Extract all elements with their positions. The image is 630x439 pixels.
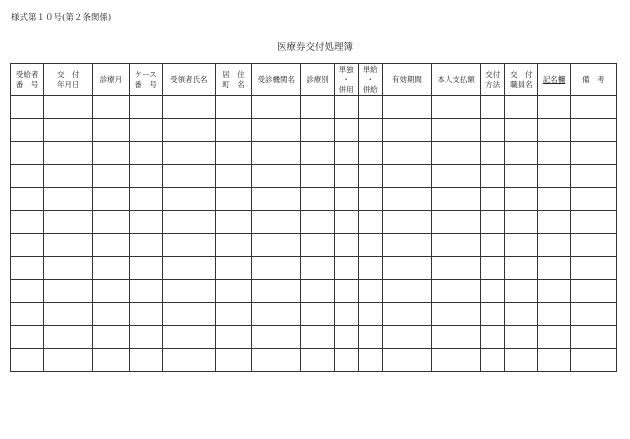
table-cell[interactable] [11, 142, 44, 165]
table-cell[interactable] [162, 142, 215, 165]
table-cell[interactable] [162, 188, 215, 211]
table-cell[interactable] [382, 257, 431, 280]
table-cell[interactable] [129, 280, 162, 303]
table-cell[interactable] [162, 96, 215, 119]
table-cell[interactable] [505, 257, 538, 280]
table-cell[interactable] [93, 119, 129, 142]
table-cell[interactable] [358, 119, 382, 142]
table-cell[interactable] [215, 303, 251, 326]
table-cell[interactable] [358, 257, 382, 280]
table-cell[interactable] [505, 303, 538, 326]
table-cell[interactable] [358, 234, 382, 257]
table-cell[interactable] [301, 326, 334, 349]
table-cell[interactable] [538, 96, 570, 119]
table-cell[interactable] [505, 142, 538, 165]
table-cell[interactable] [538, 142, 570, 165]
table-cell[interactable] [162, 211, 215, 234]
column-header-label: ケース 番 号 [134, 69, 157, 89]
table-row [11, 257, 617, 280]
table-cell[interactable] [382, 326, 431, 349]
table-cell[interactable] [129, 119, 162, 142]
table-cell[interactable] [334, 142, 358, 165]
table-cell[interactable] [431, 165, 480, 188]
table-cell[interactable] [431, 326, 480, 349]
table-cell[interactable] [215, 211, 251, 234]
table-cell[interactable] [252, 349, 301, 372]
table-cell[interactable] [301, 119, 334, 142]
table-cell[interactable] [481, 257, 505, 280]
table-cell[interactable] [93, 165, 129, 188]
table-cell[interactable] [570, 349, 616, 372]
register-header [11, 64, 617, 96]
table-cell[interactable] [93, 349, 129, 372]
table-cell[interactable] [382, 280, 431, 303]
table-cell[interactable] [129, 142, 162, 165]
column-header [382, 64, 431, 96]
column-header [431, 64, 480, 96]
table-cell[interactable] [301, 188, 334, 211]
column-header [162, 64, 215, 96]
column-header [129, 64, 162, 96]
table-cell[interactable] [358, 142, 382, 165]
column-header-label: 交 付 年月日 [57, 69, 80, 89]
table-cell[interactable] [538, 119, 570, 142]
table-cell[interactable] [431, 234, 480, 257]
table-cell[interactable] [481, 303, 505, 326]
table-cell[interactable] [129, 96, 162, 119]
table-cell[interactable] [505, 119, 538, 142]
table-row [11, 165, 617, 188]
table-cell[interactable] [215, 188, 251, 211]
column-header-label: 単給 ・ 併給 [362, 64, 378, 94]
column-header-label: 診療月 [99, 74, 123, 84]
table-cell[interactable] [301, 96, 334, 119]
table-cell[interactable] [538, 165, 570, 188]
table-cell[interactable] [570, 280, 616, 303]
column-header [215, 64, 251, 96]
table-cell[interactable] [382, 142, 431, 165]
table-cell[interactable] [93, 96, 129, 119]
table-cell[interactable] [358, 188, 382, 211]
table-cell[interactable] [215, 142, 251, 165]
table-cell[interactable] [44, 142, 93, 165]
column-header-label: 居 住 町 名 [222, 69, 245, 89]
table-cell[interactable] [252, 165, 301, 188]
table-cell[interactable] [162, 119, 215, 142]
column-header-label: 有効期間 [391, 74, 422, 84]
table-cell[interactable] [129, 326, 162, 349]
table-cell[interactable] [129, 303, 162, 326]
column-header-label: 単独 ・ 併用 [338, 64, 354, 94]
table-cell[interactable] [252, 96, 301, 119]
table-cell[interactable] [11, 165, 44, 188]
table-cell[interactable] [215, 326, 251, 349]
table-cell[interactable] [431, 188, 480, 211]
column-header-label: 備 考 [582, 74, 605, 84]
table-cell[interactable] [382, 303, 431, 326]
table-cell[interactable] [215, 234, 251, 257]
column-header [481, 64, 505, 96]
table-cell[interactable] [334, 188, 358, 211]
table-row [11, 349, 617, 372]
table-cell[interactable] [481, 165, 505, 188]
table-cell[interactable] [301, 211, 334, 234]
table-cell[interactable] [431, 303, 480, 326]
form-number: 様式第１０号(第２条関係) [11, 13, 112, 23]
table-cell[interactable] [358, 326, 382, 349]
table-cell[interactable] [252, 303, 301, 326]
table-cell[interactable] [11, 119, 44, 142]
column-header [93, 64, 129, 96]
table-cell[interactable] [162, 234, 215, 257]
table-cell[interactable] [334, 303, 358, 326]
table-cell[interactable] [570, 165, 616, 188]
table-cell[interactable] [334, 257, 358, 280]
table-cell[interactable] [129, 234, 162, 257]
column-header [11, 64, 44, 96]
table-cell[interactable] [252, 326, 301, 349]
table-cell[interactable] [505, 234, 538, 257]
table-cell[interactable] [538, 234, 570, 257]
table-cell[interactable] [334, 119, 358, 142]
table-cell[interactable] [570, 119, 616, 142]
table-cell[interactable] [505, 188, 538, 211]
table-cell[interactable] [11, 349, 44, 372]
column-header-label: 受領者氏名 [170, 74, 208, 84]
table-cell[interactable] [570, 96, 616, 119]
column-header [358, 64, 382, 96]
table-cell[interactable] [252, 188, 301, 211]
table-cell[interactable] [301, 234, 334, 257]
table-cell[interactable] [481, 188, 505, 211]
table-cell[interactable] [505, 211, 538, 234]
table-cell[interactable] [129, 257, 162, 280]
table-cell[interactable] [505, 326, 538, 349]
table-cell[interactable] [358, 96, 382, 119]
table-cell[interactable] [252, 280, 301, 303]
table-cell[interactable] [129, 349, 162, 372]
table-cell[interactable] [93, 188, 129, 211]
table-cell[interactable] [334, 326, 358, 349]
table-cell[interactable] [431, 211, 480, 234]
table-cell[interactable] [382, 234, 431, 257]
table-cell[interactable] [93, 280, 129, 303]
table-cell[interactable] [252, 211, 301, 234]
table-cell[interactable] [162, 303, 215, 326]
table-cell[interactable] [44, 326, 93, 349]
document-title: 医療券交付処理簿 [276, 42, 353, 53]
table-cell[interactable] [382, 165, 431, 188]
table-cell[interactable] [334, 96, 358, 119]
column-header-label: 交 付 職員名 [510, 69, 533, 89]
table-cell[interactable] [431, 96, 480, 119]
table-cell[interactable] [129, 211, 162, 234]
table-cell[interactable] [538, 349, 570, 372]
table-cell[interactable] [382, 349, 431, 372]
column-header [301, 64, 334, 96]
table-cell[interactable] [301, 349, 334, 372]
table-cell[interactable] [382, 188, 431, 211]
table-cell[interactable] [215, 257, 251, 280]
table-cell[interactable] [358, 349, 382, 372]
table-cell[interactable] [162, 280, 215, 303]
table-cell[interactable] [162, 257, 215, 280]
table-cell[interactable] [481, 349, 505, 372]
table-cell[interactable] [481, 326, 505, 349]
table-cell[interactable] [358, 211, 382, 234]
column-header-label: 受給者 番 号 [15, 69, 39, 89]
table-cell[interactable] [481, 280, 505, 303]
table-cell[interactable] [93, 303, 129, 326]
table-cell[interactable] [162, 165, 215, 188]
table-cell[interactable] [11, 257, 44, 280]
column-header [538, 64, 570, 96]
table-cell[interactable] [162, 326, 215, 349]
table-cell[interactable] [382, 119, 431, 142]
table-row [11, 119, 617, 142]
column-header [44, 64, 93, 96]
table-row [11, 96, 617, 119]
table-cell[interactable] [570, 303, 616, 326]
table-cell[interactable] [505, 96, 538, 119]
table-cell[interactable] [301, 303, 334, 326]
table-cell[interactable] [481, 234, 505, 257]
table-cell[interactable] [334, 165, 358, 188]
column-header [570, 64, 616, 96]
table-cell[interactable] [505, 349, 538, 372]
register-body [11, 96, 617, 372]
table-cell[interactable] [44, 234, 93, 257]
table-cell[interactable] [93, 211, 129, 234]
table-cell[interactable] [11, 211, 44, 234]
table-cell[interactable] [334, 211, 358, 234]
table-cell[interactable] [538, 211, 570, 234]
table-cell[interactable] [252, 142, 301, 165]
table-cell[interactable] [44, 119, 93, 142]
table-cell[interactable] [570, 142, 616, 165]
table-cell[interactable] [129, 165, 162, 188]
table-cell[interactable] [481, 119, 505, 142]
table-row [11, 303, 617, 326]
table-cell[interactable] [44, 211, 93, 234]
column-header [334, 64, 358, 96]
table-cell[interactable] [431, 119, 480, 142]
table-cell[interactable] [431, 257, 480, 280]
table-cell[interactable] [570, 257, 616, 280]
table-cell[interactable] [11, 280, 44, 303]
table-cell[interactable] [334, 349, 358, 372]
table-row [11, 188, 617, 211]
table-cell[interactable] [538, 257, 570, 280]
column-header-label: 受診機関名 [257, 74, 295, 84]
table-cell[interactable] [505, 280, 538, 303]
table-cell[interactable] [215, 280, 251, 303]
table-cell[interactable] [538, 303, 570, 326]
table-cell[interactable] [481, 96, 505, 119]
table-cell[interactable] [358, 303, 382, 326]
table-cell[interactable] [252, 119, 301, 142]
column-header-label: 交付 方法 [485, 69, 501, 89]
column-header [505, 64, 538, 96]
table-cell[interactable] [431, 349, 480, 372]
table-cell[interactable] [11, 303, 44, 326]
table-cell[interactable] [570, 211, 616, 234]
table-cell[interactable] [505, 165, 538, 188]
table-cell[interactable] [570, 188, 616, 211]
table-cell[interactable] [93, 257, 129, 280]
table-cell[interactable] [44, 257, 93, 280]
table-cell[interactable] [44, 349, 93, 372]
table-cell[interactable] [570, 326, 616, 349]
table-cell[interactable] [11, 188, 44, 211]
table-cell[interactable] [93, 142, 129, 165]
table-cell[interactable] [215, 349, 251, 372]
table-cell[interactable] [431, 280, 480, 303]
table-cell[interactable] [382, 96, 431, 119]
table-cell[interactable] [334, 280, 358, 303]
table-cell[interactable] [301, 280, 334, 303]
table-cell[interactable] [11, 96, 44, 119]
table-cell[interactable] [334, 234, 358, 257]
table-cell[interactable] [382, 211, 431, 234]
table-cell[interactable] [481, 142, 505, 165]
table-cell[interactable] [93, 234, 129, 257]
table-cell[interactable] [570, 234, 616, 257]
table-cell[interactable] [481, 211, 505, 234]
column-header-label: 本人支払額 [437, 74, 475, 84]
table-cell[interactable] [538, 326, 570, 349]
table-cell[interactable] [358, 165, 382, 188]
table-cell[interactable] [252, 234, 301, 257]
table-row [11, 326, 617, 349]
table-cell[interactable] [431, 142, 480, 165]
table-row [11, 211, 617, 234]
table-row [11, 234, 617, 257]
table-cell[interactable] [162, 349, 215, 372]
column-header-label: 診療別 [306, 74, 329, 84]
table-cell[interactable] [538, 188, 570, 211]
table-cell[interactable] [215, 119, 251, 142]
table-cell[interactable] [301, 142, 334, 165]
table-cell[interactable] [44, 165, 93, 188]
table-cell[interactable] [44, 303, 93, 326]
table-cell[interactable] [215, 96, 251, 119]
table-cell[interactable] [44, 188, 93, 211]
table-cell[interactable] [11, 234, 44, 257]
column-header [252, 64, 301, 96]
table-cell[interactable] [301, 165, 334, 188]
table-cell[interactable] [301, 257, 334, 280]
table-row [11, 142, 617, 165]
table-cell[interactable] [44, 96, 93, 119]
table-cell[interactable] [93, 326, 129, 349]
table-cell[interactable] [538, 280, 570, 303]
table-cell[interactable] [358, 280, 382, 303]
table-cell[interactable] [129, 188, 162, 211]
column-header-label: 記名欄 [542, 74, 566, 84]
register-table [10, 63, 617, 372]
table-cell[interactable] [11, 326, 44, 349]
table-cell[interactable] [44, 280, 93, 303]
table-cell[interactable] [215, 165, 251, 188]
table-cell[interactable] [252, 257, 301, 280]
table-row [11, 280, 617, 303]
